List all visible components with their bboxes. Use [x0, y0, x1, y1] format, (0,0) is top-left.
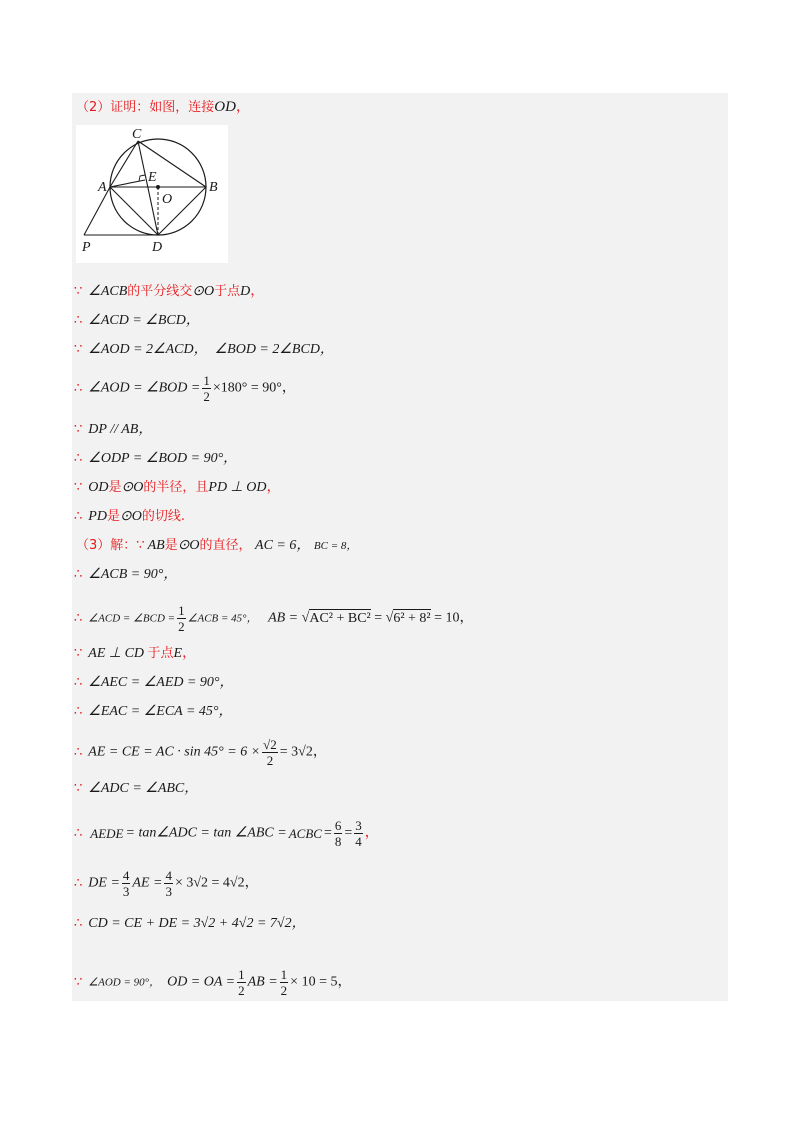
numerator: 1 [280, 967, 288, 982]
equation: ∠AEC = ∠AED = 90°， [88, 675, 234, 690]
equation: DP // AB， [88, 422, 153, 437]
circle-o: ⊙O [121, 480, 144, 495]
denominator: 2 [238, 983, 245, 998]
denominator: DE [106, 825, 124, 841]
denominator: 2 [178, 619, 185, 634]
comma: ， [250, 284, 265, 299]
circle-o: ⊙O [192, 284, 215, 299]
line-6 [74, 449, 237, 469]
numerator: 1 [203, 373, 210, 388]
sqrt-content: AC² + BC² [309, 610, 371, 626]
od-label: OD [214, 99, 236, 115]
because-symbol: ∵ [74, 342, 83, 357]
text: 于点 [147, 646, 174, 661]
label-p: P [82, 240, 91, 255]
line-15 [74, 737, 327, 768]
line-18 [74, 868, 259, 899]
equation: = 3√2， [279, 744, 327, 760]
because-symbol: ∵ [74, 974, 83, 990]
ab: AB [147, 538, 165, 553]
line-19 [74, 914, 306, 934]
line-2 [74, 311, 200, 331]
part2-heading [76, 97, 250, 118]
comma: ， [182, 646, 197, 661]
therefore-symbol: ∴ [74, 380, 83, 396]
condition: PD ⊥ OD [208, 480, 267, 495]
numerator: 1 [178, 603, 185, 618]
because-symbol: ∵ [74, 781, 83, 796]
segment-ac [110, 141, 138, 187]
segment-ae [110, 180, 145, 187]
denominator: BC [305, 825, 322, 841]
equation: ∠ACD = ∠BCD = [88, 612, 176, 625]
equation: ∠ACD = ∠BCD， [88, 313, 200, 328]
segment-ad [110, 187, 158, 235]
equation: ∠EAC = ∠ECA = 45°， [88, 704, 233, 719]
line-4 [74, 373, 296, 404]
because-symbol: ∵ [136, 538, 145, 553]
fraction [122, 868, 131, 899]
geometry-diagram [76, 125, 228, 263]
equation: ∠ACB = 90°， [88, 567, 178, 582]
equation: ∠ACB = 45°， [187, 612, 258, 625]
equation: ∠AOD = ∠BOD = [88, 380, 201, 396]
comma: ， [235, 100, 250, 115]
because-symbol: ∵ [74, 646, 83, 661]
line-5 [74, 420, 152, 440]
line-17 [74, 818, 379, 849]
equation: ∠AOD = 90°， [88, 976, 161, 989]
angle-acb: ∠ACB [88, 284, 128, 299]
fraction [177, 603, 186, 634]
label-a: A [98, 180, 107, 195]
therefore-symbol: ∴ [74, 916, 83, 931]
denominator: 2 [203, 389, 210, 404]
numerator: 4 [122, 868, 130, 883]
fraction [164, 868, 173, 899]
line-8 [74, 507, 185, 527]
line-14 [74, 702, 233, 722]
text: 的平分线交 [127, 284, 193, 299]
equals: = [323, 825, 332, 841]
equation: × 3√2 = 4√2， [174, 875, 259, 891]
condition: AE ⊥ CD [88, 646, 145, 661]
fraction [202, 373, 211, 404]
denominator: 4 [355, 834, 362, 849]
equation: = 10， [434, 610, 474, 626]
equation: ×180° = 90°， [212, 380, 296, 396]
therefore-symbol: ∴ [74, 313, 83, 328]
fraction [262, 737, 278, 768]
denominator: 3 [122, 884, 130, 899]
fraction [237, 967, 246, 998]
text: 是 [164, 538, 178, 553]
ac: AC = 6， [255, 538, 311, 553]
line-13 [74, 673, 234, 693]
equals: = [344, 825, 353, 841]
because-symbol: ∵ [74, 284, 83, 299]
equation: AB = [247, 974, 278, 990]
line-12 [74, 644, 196, 664]
line-7 [74, 478, 280, 498]
equation: AE = [132, 875, 163, 891]
line-11: ∴ ∠ACD = ∠BCD = $\frac{1}{2}$ ∠ACB = 45°， AB = √AC² + BC² = √6² + 8² = 10， [74, 603, 474, 634]
equation: = tan∠ADC = tan ∠ABC = [125, 825, 287, 841]
therefore-symbol: ∴ [74, 610, 83, 626]
numerator: 6 [334, 818, 342, 833]
od: OD [88, 480, 109, 495]
therefore-symbol: ∴ [74, 567, 83, 582]
therefore-symbol: ∴ [74, 451, 83, 466]
part3-heading: （3）解： [76, 538, 137, 553]
numerator: 4 [165, 868, 172, 883]
equation: CD = CE + DE = 3√2 + 4√2 = 7√2， [88, 916, 306, 931]
equation: AB = [268, 610, 299, 626]
therefore-symbol: ∴ [74, 675, 83, 690]
numerator: 3 [355, 818, 362, 833]
fraction [289, 824, 322, 844]
equation: OD = OA = [167, 974, 236, 990]
line-3 [74, 340, 334, 360]
equals: = [374, 610, 383, 626]
point-e: E [173, 646, 183, 661]
therefore-symbol: ∴ [74, 509, 83, 524]
segment-cd [138, 141, 158, 235]
therefore-symbol: ∴ [74, 744, 83, 760]
circle-o: ⊙O [119, 509, 142, 524]
pd: PD [88, 509, 107, 524]
fraction [334, 818, 343, 849]
denominator: 2 [280, 983, 288, 998]
fraction [280, 967, 289, 998]
equation: DE = [88, 875, 120, 891]
part2-heading-text: （2）证明：如图，连接 [76, 100, 215, 115]
line-1 [74, 282, 264, 302]
fraction [90, 824, 123, 844]
label-d: D [152, 240, 163, 255]
line-20 [74, 967, 351, 998]
therefore-symbol: ∴ [74, 704, 83, 719]
label-b: B [209, 180, 218, 195]
comma: ， [364, 825, 379, 841]
comma: ， [266, 480, 281, 495]
point-d: D [240, 284, 251, 299]
equation: ∠ODP = ∠BOD = 90°， [88, 451, 238, 466]
equation: AE = CE = AC · sin 45° = 6 × [88, 744, 261, 760]
line-16 [74, 779, 198, 799]
text: 的切线. [141, 509, 185, 524]
denominator: 3 [165, 884, 172, 899]
center-dot [156, 185, 160, 189]
label-c: C [132, 127, 142, 142]
bc: BC = 8， [313, 540, 358, 552]
denominator: 2 [266, 753, 274, 768]
denominator: 8 [334, 834, 342, 849]
line-10 [74, 565, 177, 585]
equation: × 10 = 5， [290, 974, 352, 990]
fraction [354, 818, 363, 849]
text: 是 [106, 509, 120, 524]
text: 于点 [214, 284, 241, 299]
text: 是 [108, 480, 122, 495]
label-e: E [148, 170, 157, 185]
equation: ∠ADC = ∠ABC， [88, 781, 199, 796]
because-symbol: ∵ [74, 422, 83, 437]
therefore-symbol: ∴ [74, 825, 83, 841]
numerator: 1 [238, 967, 245, 982]
sqrt-content: 6² + 8² [393, 610, 431, 626]
circle-o: ⊙O [177, 538, 200, 553]
therefore-symbol: ∴ [74, 875, 83, 891]
because-symbol: ∵ [74, 480, 83, 495]
numerator: AC [288, 825, 306, 841]
numerator: √2 [263, 737, 277, 752]
equation: ∠BOD = 2∠BCD， [214, 342, 334, 357]
label-o: O [162, 192, 173, 207]
equation: ∠AOD = 2∠ACD， [88, 342, 208, 357]
text: 的直径， [199, 538, 252, 553]
numerator: AE [90, 825, 107, 841]
text: 的半径，且 [143, 480, 209, 495]
line-9 [76, 536, 357, 556]
